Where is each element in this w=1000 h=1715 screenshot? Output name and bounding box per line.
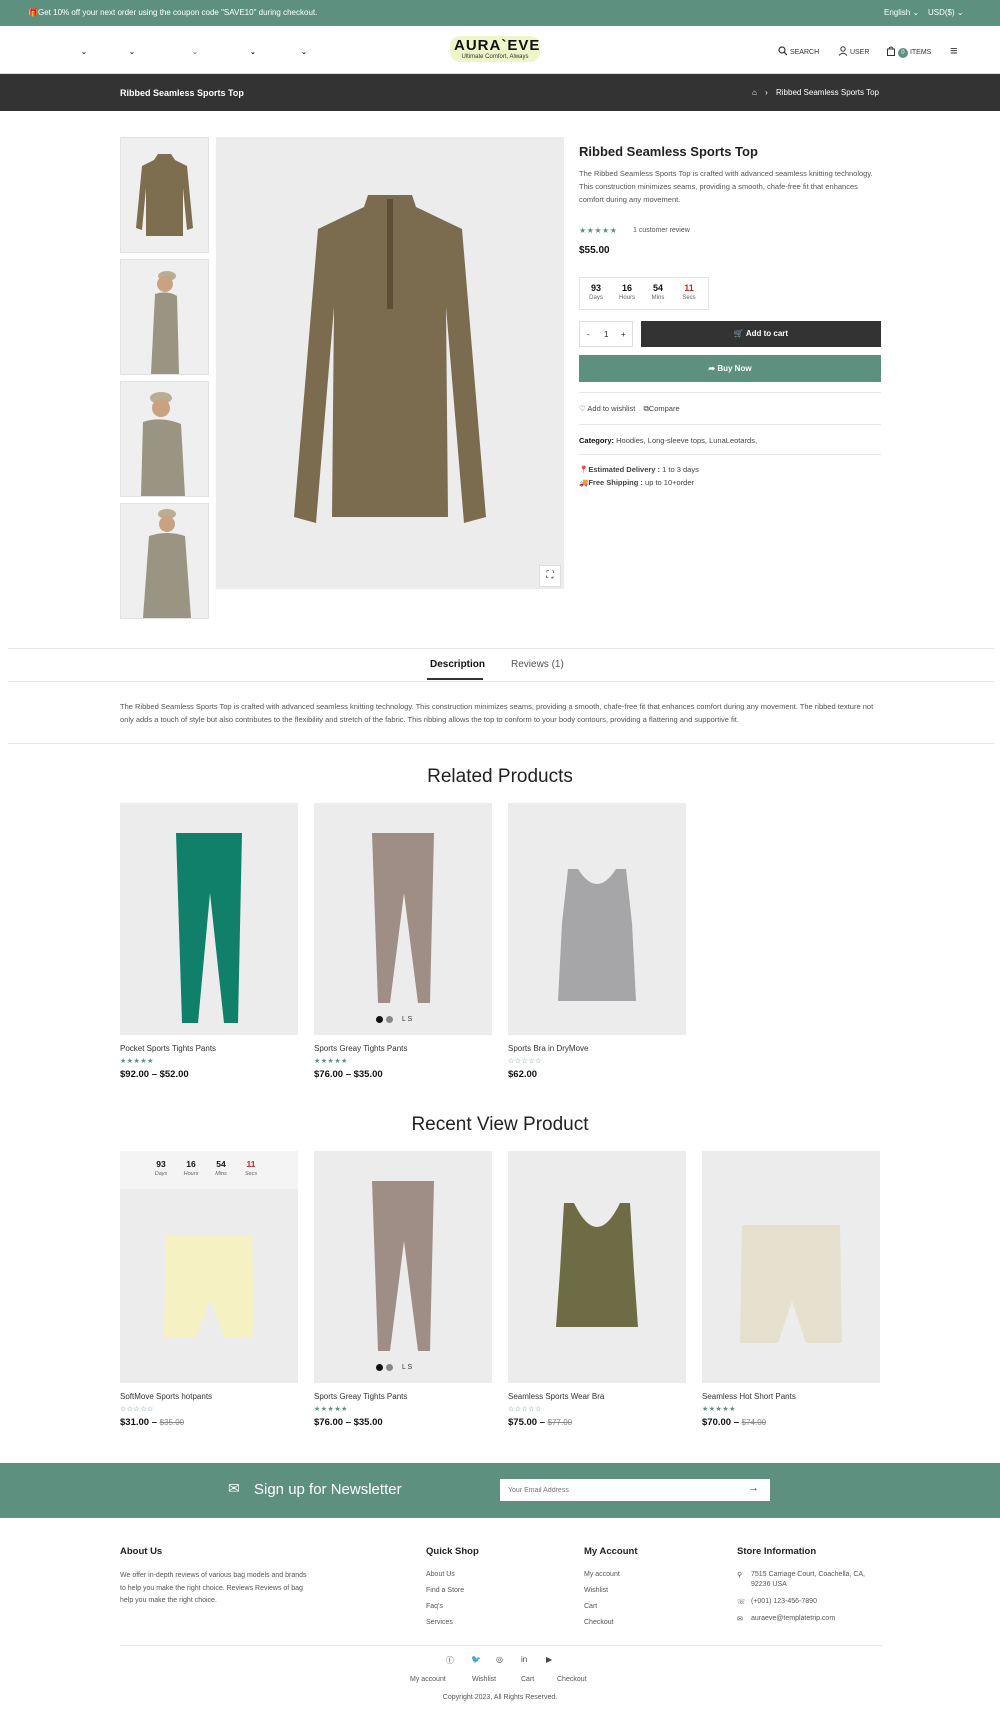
copyright-text: Copyright 2023, All Rights Reserved.	[442, 1694, 558, 1701]
shipping-info	[579, 478, 694, 487]
nav-shop[interactable]	[79, 46, 87, 56]
countdown-unit: Days	[589, 295, 603, 301]
fullscreen-icon[interactable]: ⛶	[539, 565, 561, 587]
language-selector[interactable]: English ⌄	[884, 8, 920, 17]
footer-link[interactable]: Cart	[584, 1603, 598, 1610]
footer-bottom-link[interactable]: Cart	[521, 1676, 535, 1683]
add-to-cart-button[interactable]	[641, 321, 881, 347]
product-name[interactable]: Sports Greay Tights Pants	[314, 1392, 408, 1401]
countdown-value: 11	[246, 1159, 256, 1169]
product-price: $75.00 – $77.00	[508, 1417, 573, 1428]
chevron-down-icon: ⌄	[250, 49, 256, 56]
compare-label: Compare	[648, 404, 680, 413]
facebook-icon[interactable]: ⓕ	[446, 1656, 454, 1665]
divider	[579, 454, 881, 455]
page-title: Ribbed Seamless Sports Top	[120, 88, 244, 98]
shipping-value: up to 10+order	[645, 478, 695, 487]
category-links[interactable]: Hoodies, Long-sleeve tops, LunaLeotards,	[616, 436, 758, 445]
model-side-image	[121, 260, 208, 374]
qty-input[interactable]: 1	[604, 330, 609, 339]
countdown-value: 16	[621, 283, 632, 293]
category-label: Category:	[579, 436, 615, 445]
grey-tank-image	[508, 803, 686, 1035]
product-title: Ribbed Seamless Sports Top	[579, 144, 758, 159]
product-thumbnail[interactable]	[120, 381, 209, 497]
product-card[interactable]	[120, 1151, 298, 1428]
breadcrumb-bar	[0, 74, 1000, 111]
product-name[interactable]: Seamless Hot Short Pants	[702, 1392, 796, 1401]
product-card[interactable]	[508, 1151, 686, 1428]
divider	[8, 743, 994, 744]
product-card[interactable]	[314, 1151, 492, 1428]
green-leggings-image	[120, 803, 298, 1035]
rating-stars: ★★★★★	[314, 1058, 348, 1065]
product-price: $76.00 – $35.00	[314, 1069, 383, 1080]
tab-reviews[interactable]: Reviews (1)	[511, 659, 564, 670]
site-logo[interactable]	[450, 36, 540, 62]
sale-price: $70.00	[702, 1417, 732, 1428]
product-image[interactable]	[508, 1151, 686, 1383]
user-icon	[838, 46, 848, 56]
swatch-black[interactable]	[376, 1016, 383, 1023]
countdown-value: 93	[156, 1159, 166, 1169]
swatch-black[interactable]	[376, 1364, 383, 1371]
footer-link[interactable]: Find a Store	[426, 1587, 465, 1594]
add-to-wishlist-link[interactable]	[579, 404, 635, 413]
mail-icon: ✉	[737, 1616, 743, 1623]
jacket-image	[216, 137, 564, 589]
nav-blog[interactable]	[299, 46, 307, 56]
size-options[interactable]: L S	[401, 1364, 413, 1372]
newsletter-title: Sign up for Newsletter	[254, 1481, 402, 1498]
footer-link[interactable]: Faq's	[426, 1603, 443, 1610]
active-tab-indicator	[427, 678, 483, 680]
swatch-grey[interactable]	[386, 1364, 393, 1371]
countdown-mins	[206, 1159, 236, 1177]
user-button[interactable]	[838, 46, 869, 56]
user-label: USER	[849, 49, 870, 56]
footer-store-title: Store Information	[737, 1546, 817, 1557]
product-name[interactable]: Sports Greay Tights Pants	[314, 1044, 408, 1053]
countdown-value: 54	[652, 283, 663, 293]
breadcrumb	[752, 88, 879, 97]
product-image[interactable]	[120, 803, 298, 1035]
promo-text: Get 10% off your next order using the coupon code "SAVE10" during checkout.	[38, 8, 318, 17]
product-thumbnail[interactable]	[120, 503, 209, 619]
countdown-unit: Secs	[682, 295, 696, 301]
product-price: $31.00 – $35.00	[120, 1417, 185, 1428]
wishlist-label: Add to wishlist	[587, 404, 636, 413]
envelope-icon: ✉	[228, 1480, 240, 1496]
product-card[interactable]	[314, 803, 492, 1080]
product-image[interactable]	[508, 803, 686, 1035]
home-icon[interactable]: ⌂	[752, 88, 757, 97]
countdown-hours	[176, 1159, 206, 1177]
countdown-mins	[643, 283, 673, 301]
delivery-label: Estimated Delivery :	[588, 465, 661, 474]
rating-stars: ☆☆☆☆☆	[120, 1406, 154, 1413]
rating-stars: ★★★★★	[120, 1058, 154, 1065]
add-to-cart-label: Add to cart	[745, 329, 789, 338]
recent-view-title: Recent View Product	[411, 1114, 589, 1135]
quantity-stepper	[579, 321, 633, 347]
product-thumbnail[interactable]	[120, 137, 209, 253]
countdown-unit: Days	[154, 1171, 168, 1177]
footer-bottom-link[interactable]: My account	[410, 1676, 446, 1683]
cart-button[interactable]	[886, 46, 931, 58]
footer-quick-title: Quick Shop	[426, 1546, 479, 1557]
footer-account-title: My Account	[584, 1546, 638, 1557]
qty-decrease-button[interactable]: -	[587, 330, 590, 339]
product-thumbnail[interactable]	[120, 259, 209, 375]
olive-bra-image	[508, 1151, 686, 1383]
logo-wordmark: AURA`EVE	[454, 37, 541, 54]
email-field[interactable]	[500, 1479, 770, 1501]
tab-description[interactable]: Description	[430, 659, 486, 670]
rating-stars: ★★★★★	[579, 226, 618, 235]
nav-pages[interactable]	[248, 46, 256, 56]
phone-icon: ☏	[737, 1599, 746, 1606]
delivery-value: 1 to 3 days	[662, 465, 699, 474]
rating-stars: ★★★★★	[702, 1406, 736, 1413]
buy-now-button[interactable]	[579, 355, 881, 382]
product-name[interactable]: SoftMove Sports hotpants	[120, 1392, 213, 1401]
store-address: 7515 Carriage Court, Coachella, CA, 92236 USA	[751, 1571, 866, 1588]
grey-leggings-image	[314, 803, 492, 1035]
countdown-unit: Secs	[244, 1171, 258, 1177]
footer-about-text: We offer in-depth reviews of various bag models and brands to help you make the right choice. Reviews Reviews of bag help you make the right choice.	[120, 1572, 307, 1604]
product-price: $62.00	[508, 1069, 538, 1080]
shipping-label: Free Shipping :	[588, 478, 643, 487]
product-name[interactable]: Sports Bra in DryMove	[508, 1044, 589, 1053]
footer-link[interactable]: Wishlist	[584, 1587, 609, 1594]
model-back-image	[121, 382, 208, 496]
long-description: The Ribbed Seamless Sports Top is crafted with advanced seamless knitting technology. This construction minimizes seams, providing a smooth, chafe-free fit that enhances comfort during any movement. The ribbed texture not only adds a touch of style but also contributes to the flexibility and stretch of the fabric. This ribbing allows the top to conform to your body contours, providing a flattering and supportive fit.	[120, 702, 874, 724]
rating-stars: ★★★★★	[314, 1406, 348, 1413]
linkedin-icon[interactable]: in	[521, 1655, 528, 1664]
breadcrumb-current: Ribbed Seamless Sports Top	[775, 88, 880, 97]
product-card[interactable]	[120, 803, 298, 1080]
store-phone[interactable]: (+001) 123-456-7890	[751, 1598, 817, 1605]
countdown-value: 16	[186, 1159, 196, 1169]
instagram-icon[interactable]: ◎	[496, 1655, 503, 1664]
currency-selector[interactable]: USD($) ⌄	[928, 8, 964, 17]
cream-shorts-image	[702, 1151, 880, 1383]
compare-icon: ⧉	[643, 404, 649, 413]
gift-icon: 🎁	[28, 8, 38, 17]
product-image[interactable]	[702, 1151, 880, 1383]
footer-about-title: About Us	[120, 1546, 163, 1557]
variant-swatches	[376, 1016, 412, 1023]
divider	[120, 1645, 882, 1646]
twitter-icon[interactable]: 🐦	[471, 1655, 481, 1664]
product-card[interactable]	[508, 803, 686, 1080]
product-image[interactable]	[314, 803, 492, 1035]
chevron-down-icon: ⌄	[129, 49, 135, 56]
countdown-value: 11	[684, 283, 694, 293]
truck-icon: 🚚	[579, 478, 589, 487]
breadcrumb-separator: ›	[765, 88, 768, 97]
rating-stars: ☆☆☆☆☆	[508, 1058, 542, 1065]
product-card[interactable]	[702, 1151, 880, 1428]
review-count-link[interactable]: 1 customer review	[633, 227, 690, 234]
qty-increase-button[interactable]: +	[621, 330, 626, 339]
product-image[interactable]	[314, 1151, 492, 1383]
related-products-title: Related Products	[427, 766, 573, 787]
share-arrow-icon: ➦	[708, 364, 716, 373]
heart-icon: ♡	[579, 404, 586, 413]
product-short-description: The Ribbed Seamless Sports Top is crafted with advanced seamless knitting technology. This construction minimizes seams, providing a smooth, chafe-free fit that enhances comfort during any movement.	[579, 169, 873, 204]
sale-price: $75.00	[508, 1417, 538, 1428]
wishlist-compare-row	[579, 404, 680, 414]
compare-link[interactable]	[643, 404, 679, 413]
product-price: $70.00 – $74.00	[702, 1417, 767, 1428]
jacket-image	[121, 138, 208, 252]
divider	[579, 392, 881, 393]
countdown-value: 54	[216, 1159, 226, 1169]
grey-leggings-image	[314, 1151, 492, 1383]
old-price: $77.00	[547, 1418, 573, 1427]
footer-link[interactable]: Services	[426, 1619, 453, 1626]
footer-link[interactable]: About Us	[426, 1571, 455, 1578]
search-button[interactable]	[778, 46, 819, 56]
footer-bottom-link[interactable]: Wishlist	[472, 1676, 497, 1683]
footer-link[interactable]: My account	[584, 1571, 620, 1578]
chevron-down-icon: ⌄	[81, 49, 87, 56]
cart-label: ITEMS	[909, 49, 932, 56]
product-name[interactable]: Seamless Sports Wear Bra	[508, 1392, 605, 1401]
youtube-icon[interactable]: ▶	[546, 1655, 553, 1664]
chevron-down-icon: ⌄	[301, 49, 307, 56]
logo-tagline: Ultimate Comfort, Always	[461, 54, 529, 60]
model-front-image	[121, 504, 208, 618]
nav-category[interactable]	[127, 46, 135, 56]
newsletter-bar	[0, 1463, 1000, 1518]
countdown-timer	[579, 277, 709, 310]
search-label: SEARCH	[789, 49, 820, 56]
product-price: $76.00 – $35.00	[314, 1417, 383, 1428]
store-email[interactable]: auraeve@templatetrip.com	[751, 1615, 836, 1622]
countdown-days	[146, 1159, 176, 1177]
cart-count-badge: 0	[898, 48, 908, 58]
buy-now-label: Buy Now	[717, 364, 752, 373]
promo-bar	[0, 0, 1000, 26]
delivery-info	[579, 465, 699, 474]
product-price: $55.00	[579, 245, 610, 256]
footer-bottom-link[interactable]: Checkout	[557, 1676, 587, 1683]
location-pin-icon: 📍	[579, 465, 589, 474]
product-price: $92.00 – $52.00	[120, 1069, 189, 1080]
variant-swatches	[376, 1364, 412, 1371]
swatch-grey[interactable]	[386, 1016, 393, 1023]
product-name[interactable]: Pocket Sports Tights Pants	[120, 1044, 217, 1053]
sale-price: $31.00	[120, 1417, 150, 1428]
countdown-secs	[674, 283, 704, 301]
countdown-unit: Hours	[183, 1171, 199, 1177]
countdown-hours	[612, 283, 642, 301]
old-price: $74.00	[741, 1418, 767, 1427]
countdown-unit: Mins	[651, 295, 665, 301]
bag-icon	[886, 46, 896, 56]
countdown-unit: Mins	[215, 1171, 227, 1177]
product-image[interactable]	[120, 1151, 298, 1383]
menu-icon[interactable]: ≡	[950, 43, 958, 58]
location-pin-icon: ⚲	[737, 1572, 743, 1579]
countdown-value: 93	[590, 283, 601, 293]
countdown-unit: Hours	[618, 295, 635, 301]
countdown-timer	[120, 1151, 298, 1189]
size-options[interactable]: L S	[401, 1016, 413, 1024]
search-icon	[778, 46, 788, 56]
old-price: $35.00	[159, 1418, 185, 1427]
main-nav	[0, 26, 1000, 74]
divider	[579, 424, 881, 425]
nav-product[interactable]	[190, 46, 198, 56]
countdown-secs	[236, 1159, 266, 1177]
arrow-right-icon[interactable]: →	[748, 1482, 759, 1494]
footer-link[interactable]: Checkout	[584, 1619, 614, 1626]
product-main-image[interactable]	[216, 137, 564, 589]
rating-stars: ☆☆☆☆☆	[508, 1406, 542, 1413]
category-row	[579, 436, 757, 445]
divider	[8, 681, 994, 682]
chevron-down-icon: ⌄	[192, 49, 198, 56]
divider	[8, 648, 994, 649]
countdown-days	[581, 283, 611, 301]
cart-icon: 🛒	[733, 329, 744, 338]
